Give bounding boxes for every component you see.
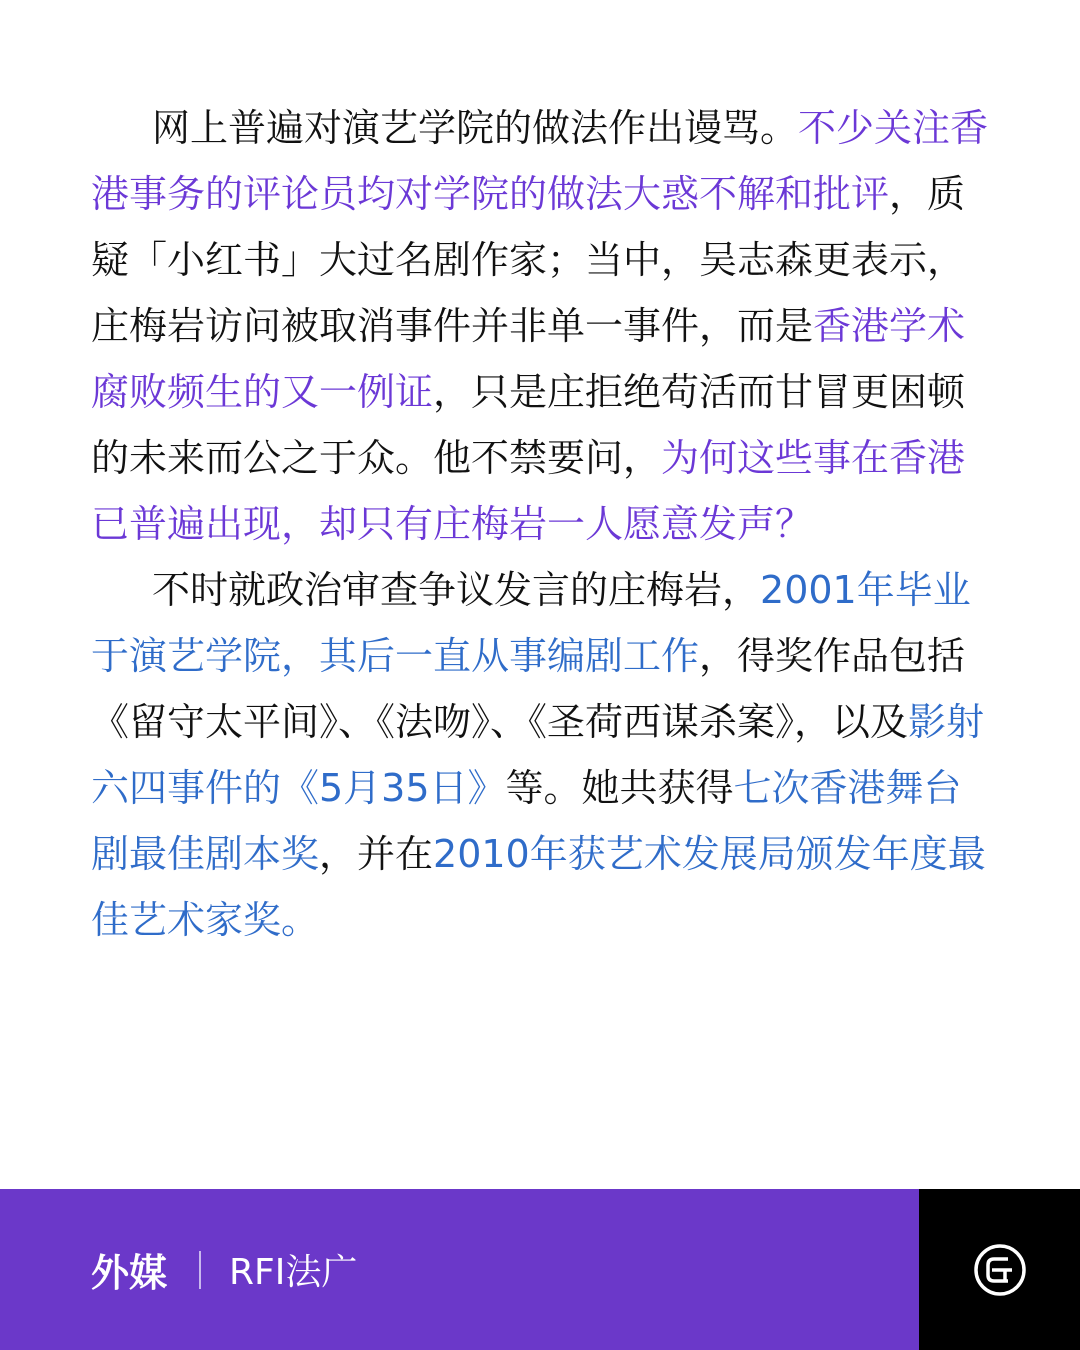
highlight-blue: 2010年获艺术发展局颁发年度最佳艺术家奖。	[91, 832, 986, 942]
text-segment: ，只是庄拒绝苟活而甘冒更困顿的未来而公之于众。他不禁要问，	[91, 370, 966, 480]
text-segment: 不时就政治审查争议发言的庄梅岩，	[152, 568, 761, 612]
paragraph-1	[91, 95, 989, 557]
highlight-purple: 不少关注香港事务的评论员均对学院的做法大惑不解和批评	[91, 106, 989, 216]
text-segment: 网上普遍对演艺学院的做法作出谩骂。	[152, 106, 799, 150]
text-segment: ，并在	[319, 832, 434, 876]
footer-bar	[0, 1189, 1080, 1350]
paragraph-2	[91, 557, 989, 953]
text-segment: ，质疑「小红书」大过名剧作家；当中，吴志森更表示，庄梅岩访问被取消事件并非单一事件，而是	[91, 172, 966, 348]
logo-box	[919, 1189, 1080, 1350]
source-category: 外媒	[91, 1251, 168, 1295]
text-segment: 等。她共获得	[505, 766, 734, 810]
highlight-purple: 为何这些事在香港已普遍出现，却只有庄梅岩一人愿意发声？	[91, 436, 966, 546]
divider	[199, 1251, 201, 1289]
text-segment: ，得奖作品包括《留守太平间》、《法吻》、《圣荷西谋杀案》，以及	[91, 634, 966, 744]
highlight-blue: 2001年毕业于演艺学院，其后一直从事编剧工作	[91, 568, 971, 678]
highlight-blue: 七次香港舞台剧最佳剧本奖	[91, 766, 962, 876]
source-credit	[0, 1189, 919, 1350]
highlight-blue: 影射六四事件的《5月35日》	[91, 700, 985, 810]
article-body	[91, 95, 989, 953]
brand-logo-icon	[972, 1242, 1028, 1298]
highlight-purple: 香港学术腐败频生的又一例证	[91, 304, 966, 414]
source-name: RFI法广	[229, 1252, 358, 1293]
